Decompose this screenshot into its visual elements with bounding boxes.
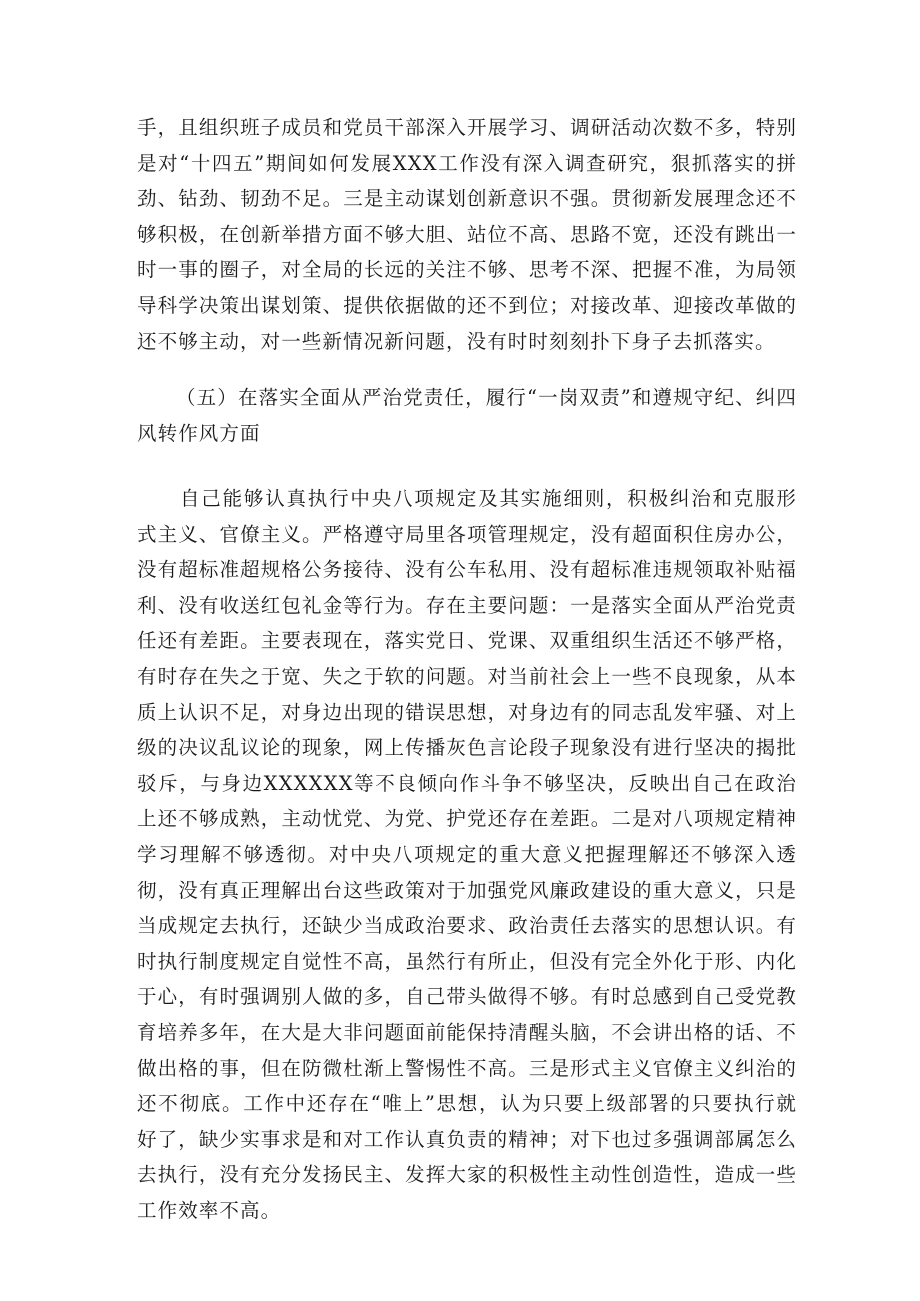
body-paragraph-continued: 手，且组织班子成员和党员干部深入开展学习、调研活动次数不多，特别是对“十四五”期间如何发展XXX工作没有深入调查研究，狠抓落实的拼劲、钻劲、韧劲不足。三是主动谋划创新意识不强。贯彻新发展理念还不够积极，在创新举措方面不够大胆、站位不高、思路不宽，还没有跳出一时一事的圈子，对全局的长远的关注不够、思考不深、把握不准，为局领导科学决策出谋划策、提供依据做的还不到位；对接改革、迎接改革做的还不够主动，对一些新情况新问题，没有时时刻刻扑下身子去抓落实。 (137, 116, 797, 353)
body-paragraph-section-five: 自己能够认真执行中央八项规定及其实施细则，积极纠治和克服形式主义、官僚主义。严格遵守局里各项管理规定，没有超面积住房办公，没有超标准超规格公务接待、没有公车私用、没有超标准违规领取补贴福利、没有收送红包礼金等行为。存在主要问题：一是落实全面从严治党责任还有差距。主要表现在，落实党日、党课、双重组织生活还不够严格，有时存在失之于宽、失之于软的问题。对当前社会上一些不良现象，从本质上认识不足，对身边出现的错误思想，对身边有的同志乱发牢骚、对上级的决议乱议论的现象，网上传播灰色言论段子现象没有进行坚决的揭批驳斥，与身边XXXXXX等不良倾向作斗争不够坚决，反映出自己在政治上还不够成熟，主动忧党、为党、护党还存在差距。二是对八项规定精神学习理解不够透彻。对中央八项规定的重大意义把握理解还不够深入透彻，没有真正理解出台这些政策对于加强党风廉政建设的重大意义，只是当成规定去执行，还缺少当成政治要求、政治责任去落实的思想认识。有时执行制度规定自觉性不高，虽然行有所止，但没有完全外化于形、内化于心，有时强调别人做的多，自己带头做得不够。有时总感到自己受党教育培养多年，在大是大非问题面前能保持清醒头脑，不会讲出格的话、不做出格的事，但在防微杜渐上警惕性不高。三是形式主义官僚主义纠治的还不彻底。工作中还存在“唯上”思想，认为只要上级部署的只要执行就好了，缺少实事求是和对工作认真负责的精神；对下也过多强调部属怎么去执行，没有充分发扬民主、发挥大家的积极性主动性创造性，造成一些工作效率不高。 (137, 487, 797, 1222)
section-heading-five: （五）在落实全面从严治党责任，履行“一岗双责”和遵规守纪、纠四风转作风方面 (137, 386, 797, 445)
